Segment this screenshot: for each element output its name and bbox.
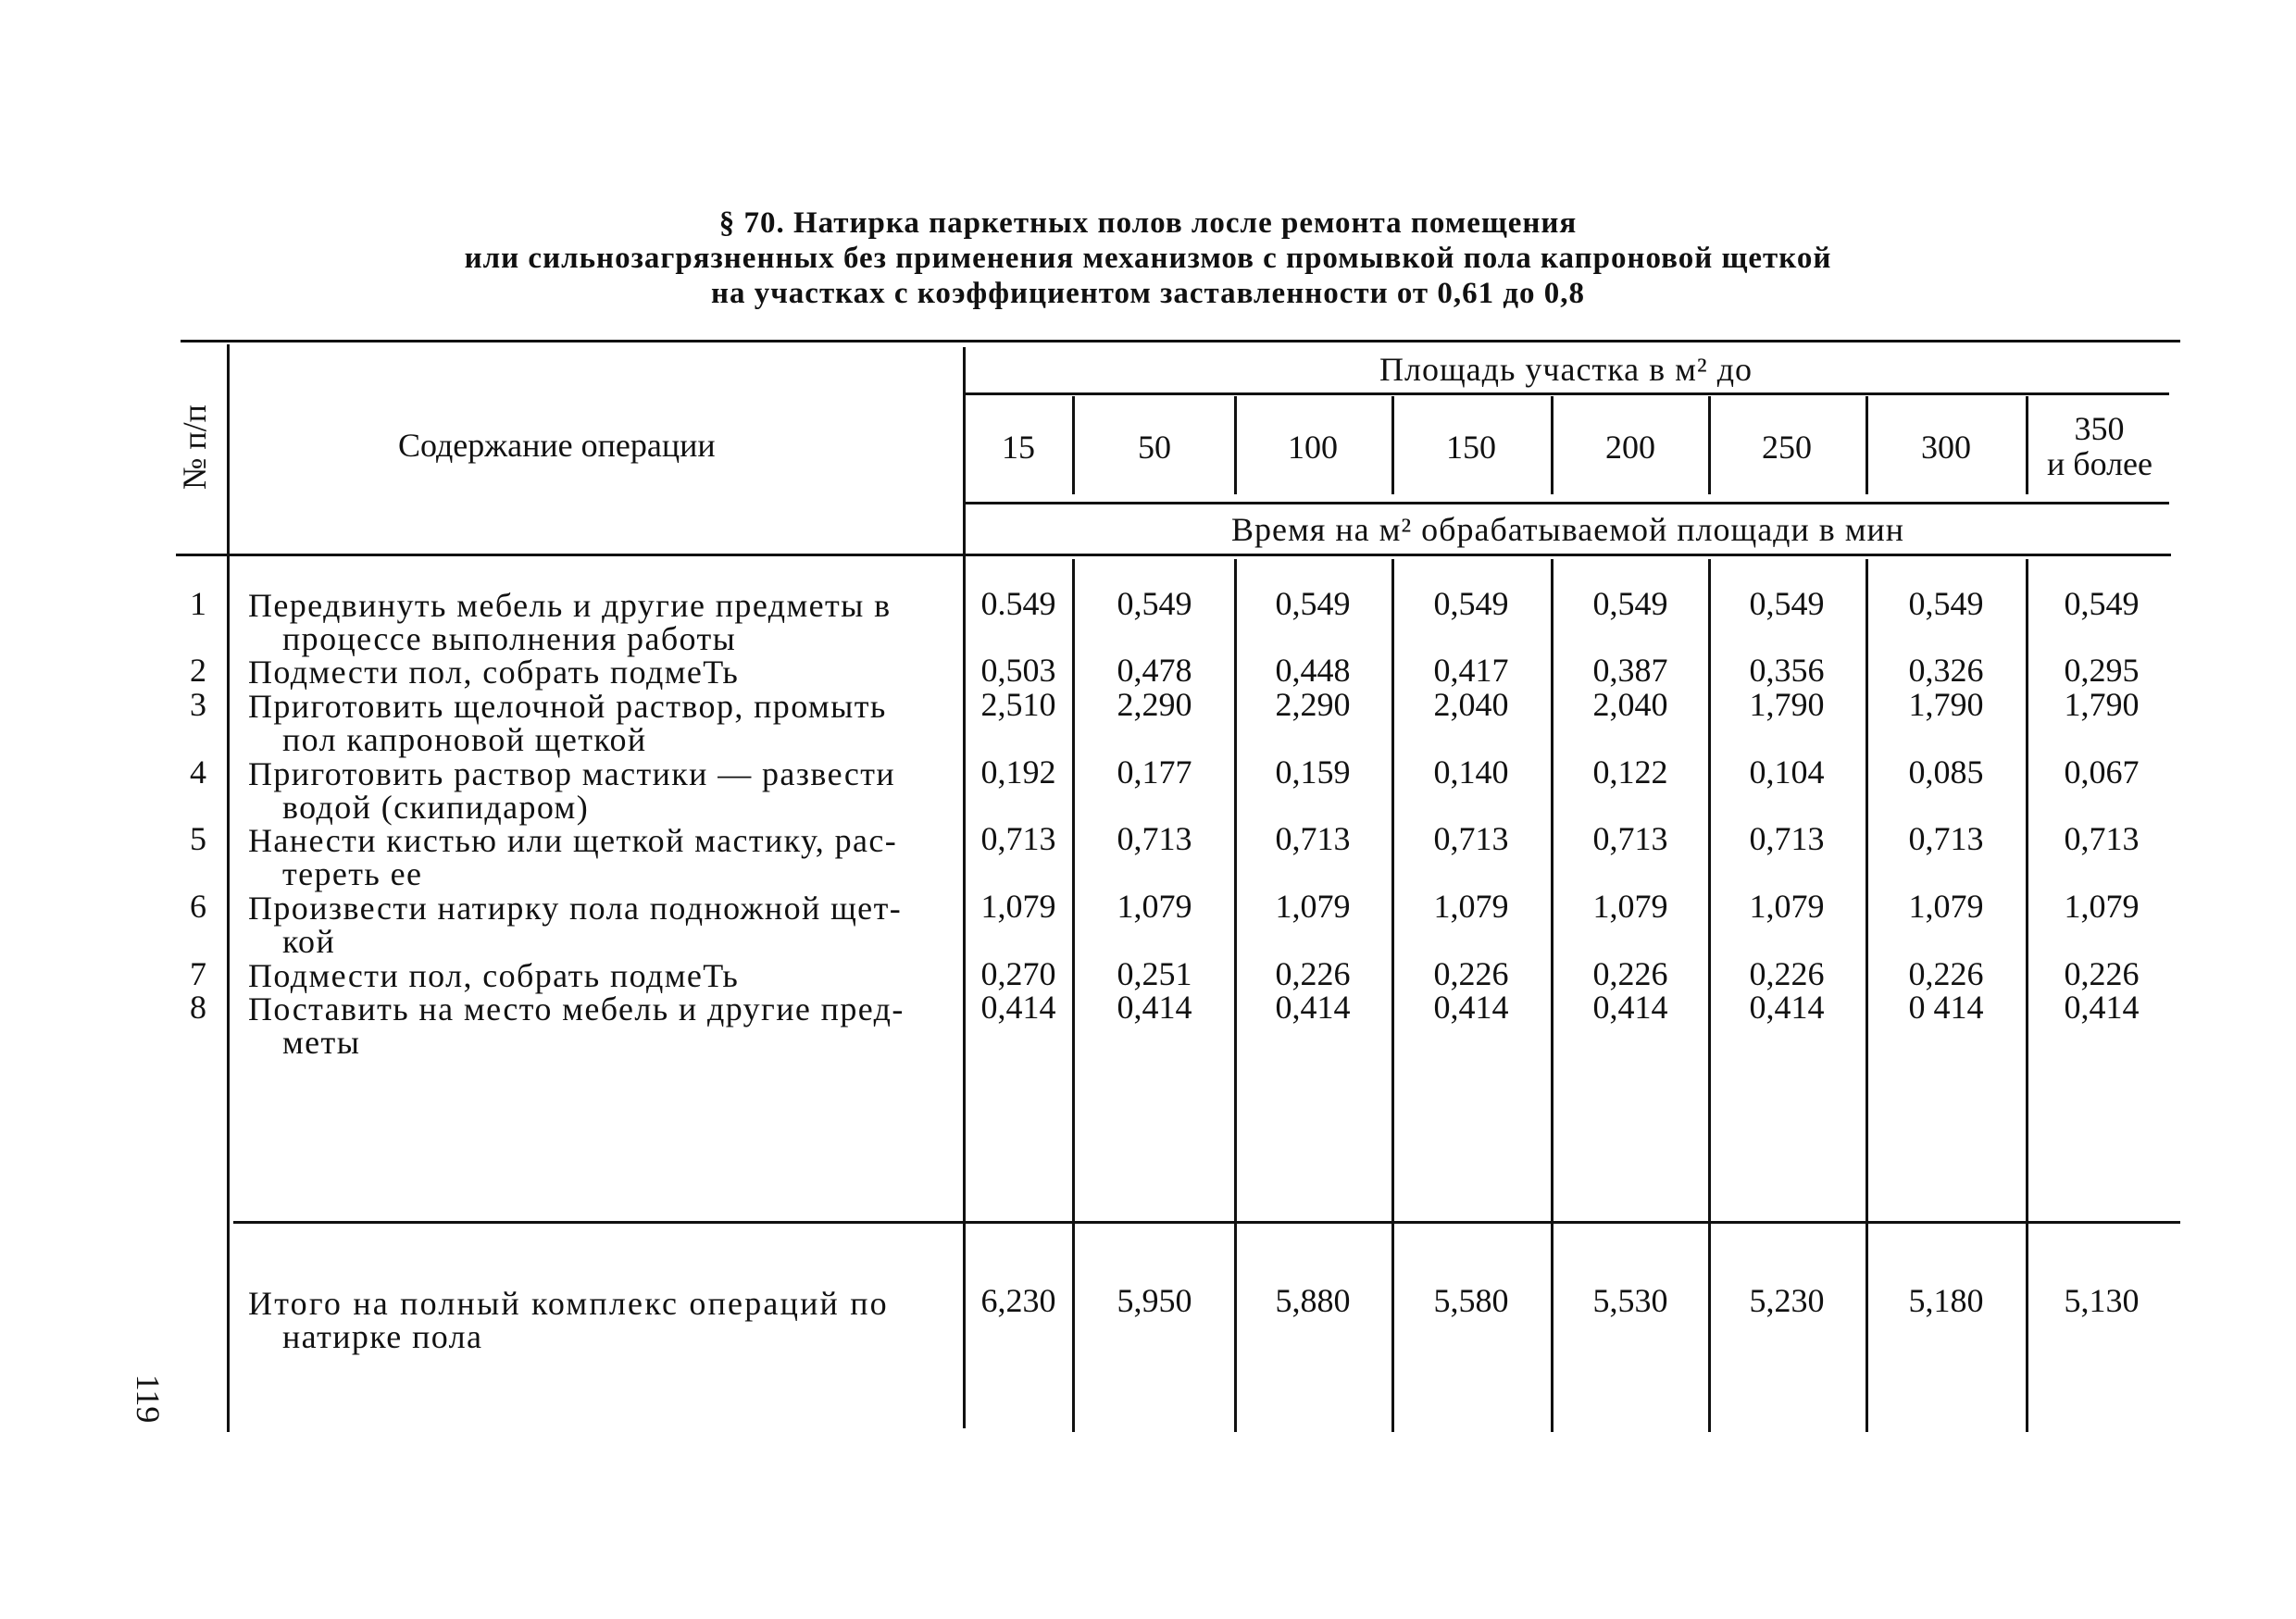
- value-r8-c7: 0 414: [1908, 989, 1984, 1026]
- col-divider-3: [1391, 396, 1394, 494]
- value-r2-c8: 0,295: [2064, 652, 2140, 689]
- value-r4-c6: 0,104: [1749, 753, 1825, 791]
- title-line-2: или сильнозагрязненных без применения механизмов с промывкой пола капроновой щеткой: [464, 242, 1832, 275]
- title-line-1: § 70. Натирка паркетных полов лосле ремонта помещения: [718, 206, 1578, 240]
- table-left-border: [227, 344, 230, 1432]
- value-r5-c1: 0,713: [980, 820, 1056, 857]
- operation-1-line-1: Передвинуть мебель и другие предметы в: [248, 587, 892, 624]
- value-r2-c2: 0,478: [1117, 652, 1192, 689]
- value-r5-c3: 0,713: [1275, 820, 1351, 857]
- operation-6-line-1: Произвести натирку пола подножной щет-: [248, 890, 903, 927]
- value-r6-c5: 1,079: [1592, 888, 1668, 925]
- value-r4-c2: 0,177: [1117, 753, 1192, 791]
- value-r7-c3: 0,226: [1275, 955, 1351, 992]
- area-col-200: 200: [1605, 429, 1655, 466]
- operation-1-line-2: процессе выполнения работы: [282, 620, 737, 657]
- value-r3-c5: 2,040: [1592, 686, 1668, 723]
- value-r1-c5: 0,549: [1592, 585, 1668, 622]
- value-r1-c8: 0,549: [2064, 585, 2140, 622]
- value-r3-c7: 1,790: [1908, 686, 1984, 723]
- value-r4-c5: 0,122: [1592, 753, 1668, 791]
- page-number: 119: [130, 1374, 167, 1424]
- row-number-3: 3: [190, 686, 206, 723]
- area-header: Площадь участка в м² до: [1379, 351, 1753, 388]
- row-number-5: 5: [190, 820, 206, 857]
- operation-8-line-2: меты: [282, 1024, 361, 1061]
- value-r2-c1: 0,503: [980, 652, 1056, 689]
- value-r8-c8: 0,414: [2064, 989, 2140, 1026]
- area-col-350: 350: [2074, 410, 2125, 447]
- value-r5-c2: 0,713: [1117, 820, 1192, 857]
- value-r6-c6: 1,079: [1749, 888, 1825, 925]
- row-number-8: 8: [190, 989, 206, 1026]
- total-c6: 5,230: [1749, 1282, 1825, 1319]
- value-r2-c6: 0,356: [1749, 652, 1825, 689]
- value-r8-c3: 0,414: [1275, 989, 1351, 1026]
- area-col-100: 100: [1288, 429, 1338, 466]
- value-r1-c2: 0,549: [1117, 585, 1192, 622]
- value-r3-c2: 2,290: [1117, 686, 1192, 723]
- value-r4-c7: 0,085: [1908, 753, 1984, 791]
- title-line-3: на участках с коэффициентом заставленности от 0,61 до 0,8: [710, 277, 1586, 310]
- area-col-50: 50: [1138, 429, 1171, 466]
- operation-column-header: Содержание операции: [398, 427, 716, 464]
- value-r6-c7: 1,079: [1908, 888, 1984, 925]
- value-r1-c7: 0,549: [1908, 585, 1984, 622]
- total-line-2: натирке пола: [282, 1318, 483, 1355]
- area-col-150: 150: [1446, 429, 1496, 466]
- operation-3-line-1: Приготовить щелочной раствор, промыть: [248, 688, 887, 725]
- value-r8-c5: 0,414: [1592, 989, 1668, 1026]
- total-c8: 5,130: [2064, 1282, 2140, 1319]
- col-divider-6: [1866, 396, 1868, 494]
- operation-4-line-2: водой (скипидаром): [282, 789, 590, 826]
- operation-3-line-2: пол капроновой щеткой: [282, 721, 647, 758]
- value-r3-c8: 1,790: [2064, 686, 2140, 723]
- total-c7: 5,180: [1908, 1282, 1984, 1319]
- value-r1-c3: 0,549: [1275, 585, 1351, 622]
- value-r4-c4: 0,140: [1433, 753, 1509, 791]
- operation-5-line-1: Нанести кистью или щеткой мастику, рас-: [248, 822, 898, 859]
- value-r3-c3: 2,290: [1275, 686, 1351, 723]
- row-number-6: 6: [190, 888, 206, 925]
- col-divider-5-body: [1708, 559, 1711, 1432]
- value-r7-c8: 0,226: [2064, 955, 2140, 992]
- section-title: [241, 205, 2055, 311]
- operation-7-line-1: Подмести пол, собрать подмеТь: [248, 957, 740, 994]
- value-r5-c5: 0,713: [1592, 820, 1668, 857]
- value-r4-c1: 0,192: [980, 753, 1056, 791]
- operation-8-line-1: Поставить на место мебель и другие пред-: [248, 990, 905, 1027]
- value-r2-c3: 0,448: [1275, 652, 1351, 689]
- area-col-250: 250: [1762, 429, 1812, 466]
- value-r4-c8: 0,067: [2064, 753, 2140, 791]
- value-r4-c3: 0,159: [1275, 753, 1351, 791]
- row-number-header: № п/п: [176, 405, 213, 490]
- col-divider-5: [1708, 396, 1711, 494]
- area-col-300: 300: [1921, 429, 1971, 466]
- table-top-rule: [181, 340, 2180, 342]
- total-c5: 5,530: [1592, 1282, 1668, 1319]
- row-number-4: 4: [190, 753, 206, 791]
- operation-2-line-1: Подмести пол, собрать подмеТь: [248, 654, 740, 691]
- total-line-1: Итого на полный комплекс операций по: [248, 1285, 889, 1322]
- value-r8-c1: 0,414: [980, 989, 1056, 1026]
- value-r8-c6: 0,414: [1749, 989, 1825, 1026]
- col-divider-4-body: [1551, 559, 1554, 1432]
- col-divider-2-body: [1234, 559, 1237, 1432]
- value-r7-c2: 0,251: [1117, 955, 1192, 992]
- col-divider-2: [1234, 396, 1237, 494]
- value-r3-c6: 1,790: [1749, 686, 1825, 723]
- operation-6-line-2: кой: [282, 923, 336, 960]
- value-r2-c7: 0,326: [1908, 652, 1984, 689]
- value-r5-c7: 0,713: [1908, 820, 1984, 857]
- value-r5-c8: 0,713: [2064, 820, 2140, 857]
- operation-5-line-2: тереть ее: [282, 855, 423, 892]
- value-r3-c4: 2,040: [1433, 686, 1509, 723]
- total-c3: 5,880: [1275, 1282, 1351, 1319]
- operation-divider: [963, 347, 966, 1428]
- value-r1-c1: 0.549: [980, 585, 1056, 622]
- row-number-2: 2: [190, 652, 206, 689]
- value-r2-c5: 0,387: [1592, 652, 1668, 689]
- col-divider-3-body: [1391, 559, 1394, 1432]
- value-r5-c4: 0,713: [1433, 820, 1509, 857]
- value-r6-c1: 1,079: [980, 888, 1056, 925]
- value-r6-c3: 1,079: [1275, 888, 1351, 925]
- operation-4-line-1: Приготовить раствор мастики — развести: [248, 755, 896, 792]
- total-c4: 5,580: [1433, 1282, 1509, 1319]
- value-r5-c6: 0,713: [1749, 820, 1825, 857]
- value-r8-c2: 0,414: [1117, 989, 1192, 1026]
- total-separator-rule: [233, 1221, 2180, 1224]
- col-divider-6-body: [1866, 559, 1868, 1432]
- value-r7-c7: 0,226: [1908, 955, 1984, 992]
- time-header-top-rule: [966, 502, 2169, 504]
- value-r7-c5: 0,226: [1592, 955, 1668, 992]
- value-r7-c1: 0,270: [980, 955, 1056, 992]
- row-number-7: 7: [190, 955, 206, 992]
- area-header-rule: [966, 392, 2169, 395]
- value-r7-c6: 0,226: [1749, 955, 1825, 992]
- value-r8-c4: 0,414: [1433, 989, 1509, 1026]
- col-divider-4: [1551, 396, 1554, 494]
- time-header: Время на м² обрабатываемой площади в мин: [1231, 511, 1905, 548]
- header-bottom-rule: [176, 554, 2171, 556]
- area-col-15: 15: [1002, 429, 1035, 466]
- value-r3-c1: 2,510: [980, 686, 1056, 723]
- row-number-1: 1: [190, 585, 206, 622]
- value-r2-c4: 0,417: [1433, 652, 1509, 689]
- col-divider-7-body: [2026, 559, 2028, 1432]
- total-c2: 5,950: [1117, 1282, 1192, 1319]
- area-col-350-suffix: и более: [2046, 445, 2153, 482]
- value-r1-c4: 0,549: [1433, 585, 1509, 622]
- value-r1-c6: 0,549: [1749, 585, 1825, 622]
- value-r6-c4: 1,079: [1433, 888, 1509, 925]
- value-r7-c4: 0,226: [1433, 955, 1509, 992]
- value-r6-c8: 1,079: [2064, 888, 2140, 925]
- value-r6-c2: 1,079: [1117, 888, 1192, 925]
- total-c1: 6,230: [980, 1282, 1056, 1319]
